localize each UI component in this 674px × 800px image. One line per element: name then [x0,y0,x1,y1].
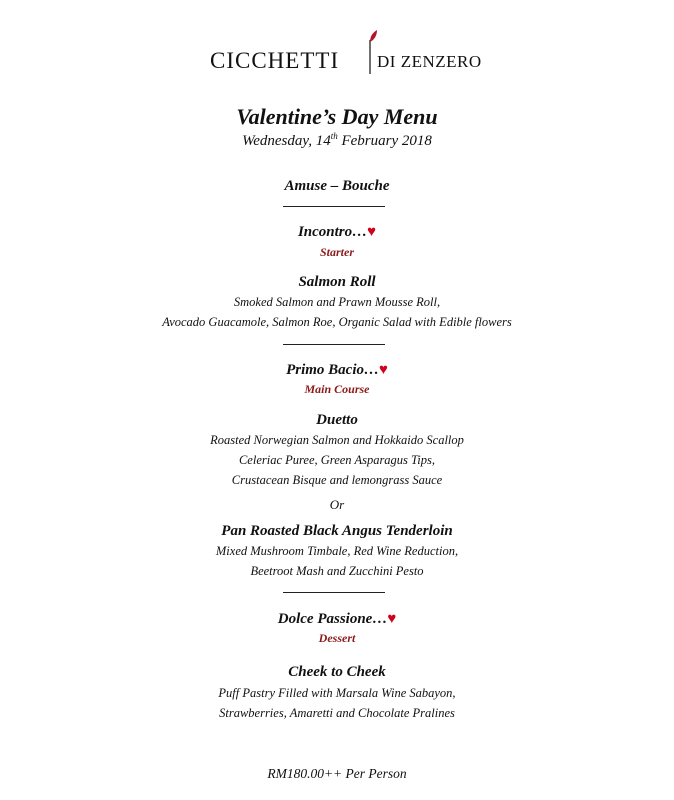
dessert-dish-description: Puff Pastry Filled with Marsala Wine Sabayon, Strawberries, Amaretti and Chocolate Pralines [218,686,456,720]
main-course-heading: Primo Bacio…♥ [286,362,388,378]
dessert-label: Dessert [318,631,356,645]
starter-heading: Incontro…♥ [297,224,377,240]
divider [283,344,385,345]
divider [283,206,385,207]
main-dish-1-description: Roasted Norwegian Salmon and Hokkaido Scallop Celeriac Puree, Green Asparagus Tips, Crustacean Bisque and lemongrass Sauce [210,433,464,487]
dessert-dish-name: Cheek to Cheek [288,664,386,680]
main-dish-2-description: Mixed Mushroom Timbale, Red Wine Reduction, Beetroot Mash and Zucchini Pesto [215,544,459,578]
menu-date: Wednesday, 14th February 2018 [242,131,432,149]
divider [283,592,385,593]
logo-main-text: CICCHETTI [210,48,340,73]
starter-dish-description: Smoked Salmon and Prawn Mousse Roll, Avocado Guacamole, Salmon Roe, Organic Salad with Edible flowers [162,295,512,329]
restaurant-logo [206,26,496,78]
amuse-bouche-heading: Amuse – Bouche [284,178,390,194]
main-dish-2-name: Pan Roasted Black Angus Tenderloin [221,523,453,539]
menu-title: Valentine’s Day Menu [236,104,438,129]
heart-icon: ♥ [387,611,397,627]
price-per-person: RM180.00++ Per Person [267,766,407,781]
starter-label: Starter [319,245,354,259]
logo-sub-text: DI ZENZERO [377,52,482,71]
or-separator: Or [329,497,345,512]
starter-dish-name: Salmon Roll [298,274,376,290]
dessert-heading: Dolce Passione…♥ [277,611,397,627]
heart-icon: ♥ [367,224,377,240]
main-course-label: Main Course [304,382,370,396]
heart-icon: ♥ [379,362,388,378]
main-dish-1-name: Duetto [316,412,358,428]
